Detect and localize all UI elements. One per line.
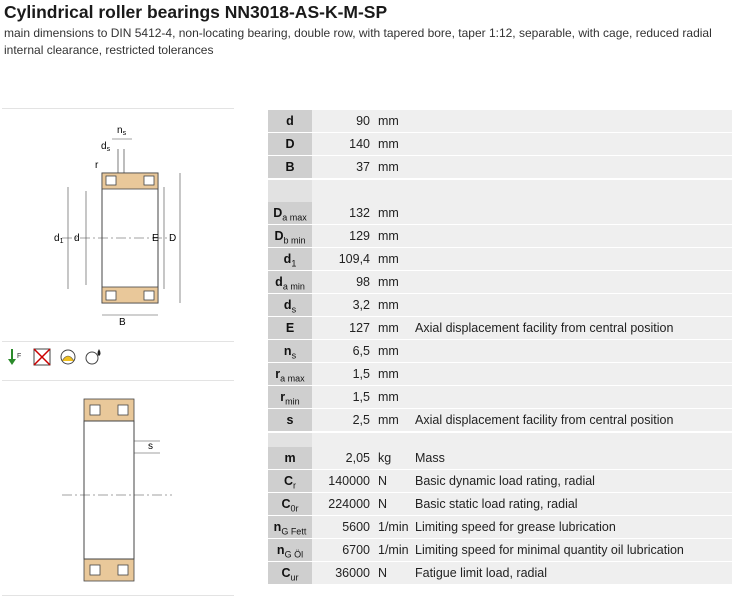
spec-unit: kg <box>374 447 409 469</box>
spec-value <box>312 202 374 224</box>
spec-value-text: 132 <box>349 206 370 220</box>
spec-symbol-sub: s <box>291 304 297 315</box>
page-title: Cylindrical roller bearings NN3018-AS-K-M-SP <box>4 2 388 22</box>
spec-symbol-main: d <box>275 275 283 289</box>
spec-symbol-main: d <box>283 298 292 312</box>
spec-value-text: 224000 <box>328 497 370 511</box>
spec-symbol-sub: min <box>285 396 300 407</box>
spec-value-text: 6,5 <box>352 344 370 358</box>
table-row <box>268 363 732 386</box>
spec-symbol <box>268 156 312 178</box>
spec-description: Fatigue limit load, radial <box>409 562 732 584</box>
spec-group <box>268 110 732 179</box>
spec-value <box>312 539 374 561</box>
spec-description: Axial displacement facility from central position <box>409 409 732 431</box>
label-ds: $d_s$ <box>101 141 111 153</box>
spec-value-text: 6700 <box>342 543 370 557</box>
spec-symbol-main: E <box>285 321 295 335</box>
spec-symbol-main: m <box>284 451 296 465</box>
spec-unit: N <box>374 470 409 492</box>
spec-value-text: 129 <box>349 229 370 243</box>
spec-unit: mm <box>374 271 409 293</box>
table-row <box>268 156 732 179</box>
spec-symbol <box>268 562 312 584</box>
spec-symbol <box>268 363 312 385</box>
spec-symbol-main: D <box>285 137 295 151</box>
spec-symbol-sub: b min <box>283 235 306 246</box>
spec-value <box>312 133 374 155</box>
spec-symbol <box>268 271 312 293</box>
spec-value <box>312 248 374 270</box>
table-row <box>268 225 732 248</box>
spec-value-text: 109,4 <box>338 252 370 266</box>
spec-description <box>409 386 732 408</box>
spec-symbol <box>268 202 312 224</box>
spec-symbol-main: d <box>286 114 294 128</box>
spec-symbol-sub: G Fett <box>281 526 307 537</box>
table-row <box>268 248 732 271</box>
label-D: D <box>169 233 177 244</box>
table-row <box>268 562 732 585</box>
spec-symbol <box>268 317 312 339</box>
spec-value <box>312 363 374 385</box>
spec-description <box>409 248 732 270</box>
table-row <box>268 470 732 493</box>
spec-group <box>268 202 732 432</box>
table-row <box>268 202 732 225</box>
product-description: main dimensions to DIN 5412-4, non-locating bearing, double row, with tapered bore, taper 1:12, separable, with cage, reduced radial internal clearance, restricted tolerances <box>4 26 712 57</box>
label-d: d <box>74 233 80 244</box>
spec-symbol-sub: a min <box>282 281 305 292</box>
table-row <box>268 493 732 516</box>
spec-symbol-main: d <box>283 252 292 266</box>
spec-unit: mm <box>374 386 409 408</box>
bearing-side-svg <box>2 381 234 595</box>
spec-unit: mm <box>374 248 409 270</box>
spec-symbol <box>268 110 312 132</box>
table-row <box>268 110 732 133</box>
bearing-cross-section-svg <box>2 109 234 341</box>
spec-value-text: 1,5 <box>352 390 370 404</box>
spec-symbol <box>268 294 312 316</box>
spec-value <box>312 294 374 316</box>
spec-symbol-main: C <box>283 474 294 488</box>
spec-unit: mm <box>374 409 409 431</box>
spec-value <box>312 156 374 178</box>
spec-value <box>312 317 374 339</box>
spec-value-text: 1,5 <box>352 367 370 381</box>
spec-description <box>409 225 732 247</box>
label-ns: $n_s$ <box>117 125 127 137</box>
table-row <box>268 516 732 539</box>
spec-unit: 1/min <box>374 539 409 561</box>
spec-value <box>312 470 374 492</box>
spec-value-text: 2,5 <box>352 413 370 427</box>
spec-description <box>409 271 732 293</box>
spec-unit: mm <box>374 225 409 247</box>
spec-value-text: 5600 <box>342 520 370 534</box>
spec-description: Basic static load rating, radial <box>409 493 732 515</box>
spec-symbol <box>268 493 312 515</box>
spec-unit: mm <box>374 317 409 339</box>
spec-value <box>312 110 374 132</box>
label-B: B <box>119 317 126 328</box>
table-row <box>268 271 732 294</box>
spec-unit: mm <box>374 294 409 316</box>
spec-symbol-sub: s <box>291 350 297 361</box>
spec-description: Axial displacement facility from central position <box>409 317 732 339</box>
oil-drop-icon <box>84 347 104 367</box>
spec-symbol-sub: r <box>293 480 297 491</box>
no-tilt-icon <box>32 347 52 367</box>
spec-symbol-sub: 1 <box>291 258 297 269</box>
spec-description <box>409 133 732 155</box>
spec-value <box>312 562 374 584</box>
table-row <box>268 294 732 317</box>
property-icons <box>6 347 104 367</box>
spec-unit: mm <box>374 156 409 178</box>
table-separator <box>268 180 732 202</box>
spec-symbol-sub: ur <box>290 572 299 583</box>
spec-value-text: 127 <box>349 321 370 335</box>
table-row <box>268 133 732 156</box>
table-row <box>268 317 732 340</box>
lubrication-icon <box>58 347 78 367</box>
spec-value <box>312 386 374 408</box>
table-row <box>268 409 732 432</box>
spec-value <box>312 340 374 362</box>
spec-description: Basic dynamic load rating, radial <box>409 470 732 492</box>
spec-description <box>409 202 732 224</box>
spec-unit: mm <box>374 340 409 362</box>
spec-value <box>312 271 374 293</box>
spec-value-text: 37 <box>356 160 370 174</box>
spec-symbol <box>268 386 312 408</box>
spec-symbol <box>268 340 312 362</box>
spec-symbol-main: C <box>281 566 291 580</box>
spec-value-text: 90 <box>356 114 370 128</box>
spec-symbol-main: C <box>281 497 291 511</box>
table-row <box>268 447 732 470</box>
spec-value <box>312 225 374 247</box>
spec-value-text: 3,2 <box>352 298 370 312</box>
spec-symbol-main: n <box>283 344 292 358</box>
table-row <box>268 340 732 363</box>
table-row <box>268 386 732 409</box>
spec-value <box>312 409 374 431</box>
label-s: s <box>148 441 153 452</box>
force-label: F <box>17 353 22 360</box>
spec-symbol-main: n <box>276 543 285 557</box>
spec-value <box>312 516 374 538</box>
spec-symbol-sub: G Öl <box>284 549 304 560</box>
spec-symbol <box>268 470 312 492</box>
spec-symbol <box>268 225 312 247</box>
spec-group <box>268 447 732 585</box>
spec-symbol-main: D <box>273 206 283 220</box>
spec-value <box>312 493 374 515</box>
spec-unit: N <box>374 493 409 515</box>
spec-value-text: 140000 <box>328 474 370 488</box>
spec-symbol <box>268 516 312 538</box>
spec-unit: mm <box>374 110 409 132</box>
spec-symbol <box>268 539 312 561</box>
spec-unit: 1/min <box>374 516 409 538</box>
spec-symbol-sub: a max <box>280 373 305 384</box>
spec-symbol-main: B <box>285 160 295 174</box>
spec-symbol-main: r <box>275 367 281 381</box>
spec-symbol <box>268 133 312 155</box>
spec-description <box>409 363 732 385</box>
spec-value-text: 2,05 <box>345 451 370 465</box>
spec-value-text: 36000 <box>335 566 370 580</box>
spec-symbol-main: D <box>274 229 284 243</box>
spec-unit: mm <box>374 133 409 155</box>
spec-description <box>409 110 732 132</box>
spec-symbol <box>268 409 312 431</box>
spec-unit: N <box>374 562 409 584</box>
spec-description: Limiting speed for minimal quantity oil lubrication <box>409 539 732 561</box>
spec-unit: mm <box>374 363 409 385</box>
spec-symbol <box>268 447 312 469</box>
spec-symbol-sub: 0r <box>290 503 299 514</box>
spec-symbol <box>268 248 312 270</box>
bearing-displacement-drawing <box>2 380 234 596</box>
spec-description: Mass <box>409 447 732 469</box>
bearing-dimension-drawing <box>2 108 234 342</box>
spec-symbol-main: n <box>273 520 282 534</box>
spec-description: Limiting speed for grease lubrication <box>409 516 732 538</box>
spec-description <box>409 340 732 362</box>
table-row <box>268 539 732 562</box>
label-E: E <box>152 233 159 244</box>
spec-symbol-main: r <box>280 390 286 404</box>
spec-value-text: 140 <box>349 137 370 151</box>
spec-description <box>409 294 732 316</box>
spec-value <box>312 447 374 469</box>
label-r: r <box>95 160 99 171</box>
spec-unit: mm <box>374 202 409 224</box>
spec-symbol-main: s <box>286 413 294 427</box>
spec-description <box>409 156 732 178</box>
axial-force-icon <box>6 347 26 367</box>
spec-symbol-sub: a max <box>282 212 307 223</box>
spec-value-text: 98 <box>356 275 370 289</box>
label-d1: $d_1$ <box>54 233 64 245</box>
